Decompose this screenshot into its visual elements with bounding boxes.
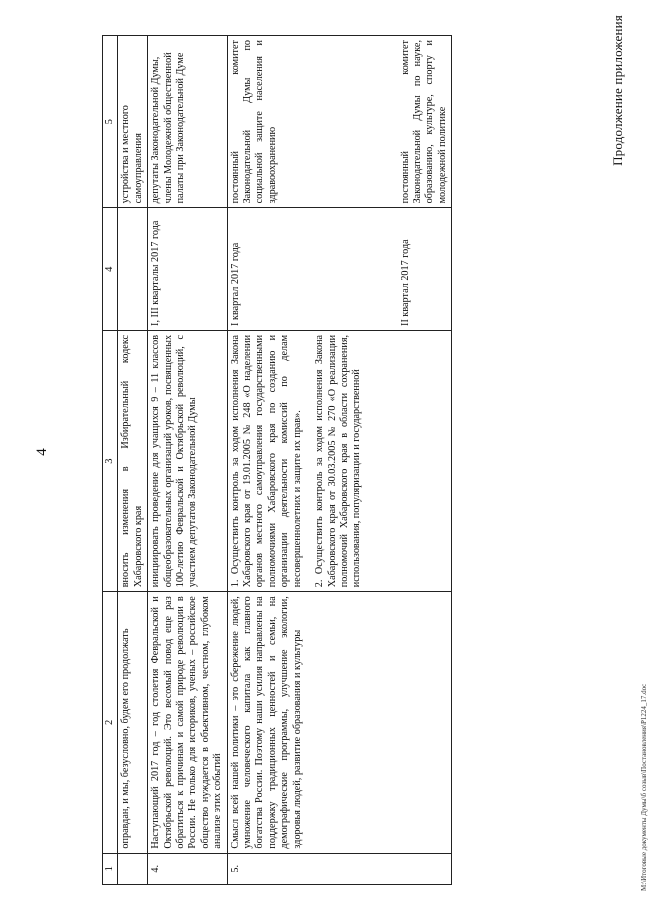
table-row <box>148 36 227 885</box>
plan-table <box>102 35 452 885</box>
table-row <box>118 36 148 885</box>
row-number: 4. <box>148 853 227 884</box>
cell-action <box>227 330 452 591</box>
table-row <box>227 36 452 885</box>
cell-deadline <box>227 208 452 331</box>
column-header: 5 <box>103 36 118 208</box>
row-number: 5. <box>227 853 452 884</box>
cell-message-text: Наступающий 2017 год – год столетия Февральской и Октябрьской революций. Это весомый повод еще раз обратиться к причинам и самой природе революции в России. Не только для историков, ученых – российское общество нуждается в объективном, честном, глубоком анализе этих событий <box>148 592 227 853</box>
column-header: 2 <box>103 592 118 853</box>
column-header: 3 <box>103 330 118 591</box>
deadline-2: II квартал 2017 года <box>399 239 411 326</box>
table-header-row <box>103 36 118 885</box>
file-path-footer: М:\Итоговые документы Думы\б созыв\Постановления\P1224_17.doc <box>640 683 648 891</box>
responsible-1: постоянный комитет Законодательной Думы по социальной защите населения и здравоохранению <box>229 40 278 204</box>
cell-deadline <box>118 208 148 331</box>
document-sheet <box>10 7 648 897</box>
cell-responsible <box>227 36 452 208</box>
cell-responsible: депутаты Законодательной Думы, члены Молодежной общественной палаты при Законодательной Думе <box>148 36 227 208</box>
deadline-1: I квартал 2017 года <box>229 242 241 326</box>
continuation-label: Продолжение приложения <box>610 15 625 166</box>
cell-message-text: Смысл всей нашей политики – это сбережение людей, умножение человеческого капитала как главного богатства России. Поэтому наши усилия направлены на поддержку традиционных ценностей и семьи, на демографические программы, улучшение экологии, здоровья людей, развитие образования и культуры <box>227 592 452 853</box>
responsible-2: постоянный комитет Законодательной Думы по науке, образованию, культуре, спорту и молодежной политике <box>399 40 448 204</box>
page-number: 4 <box>34 448 50 456</box>
cell-deadline: I, III кварталы 2017 года <box>148 208 227 331</box>
cell-message-text: оправдан, и мы, безусловно, будем его продолжать <box>118 592 148 853</box>
action-item-1: 1. Осуществить контроль за ходом исполнения Закона Хабаровского края от 19.01.2005 № 248 «О наделении органов местного самоуправления государственными полномочиями Хабаровского края по созданию и организации деятельности комиссий по делам несовершеннолетних и защите их прав». <box>229 334 303 588</box>
cell-responsible: устройства и местного самоуправления <box>118 36 148 208</box>
action-item-2: 2. Осуществить контроль за ходом исполнения Закона Хабаровского края от 30.03.2005 № 270 «О реализации полномочий Хабаровского края в области сохранения, использования, популяризации и государственной <box>314 334 363 588</box>
column-header: 1 <box>103 853 118 884</box>
cell-action: вносить изменения в Избирательный кодекс Хабаровского края <box>118 330 148 591</box>
row-number <box>118 853 148 884</box>
cell-action: инициировать проведение для учащихся 9 – 11 классов общеобразовательных организаций уроков, посвященных 100-летию Февральской и Октябрьской революций, с участием депутатов Законодательной Думы <box>148 330 227 591</box>
column-header: 4 <box>103 208 118 331</box>
